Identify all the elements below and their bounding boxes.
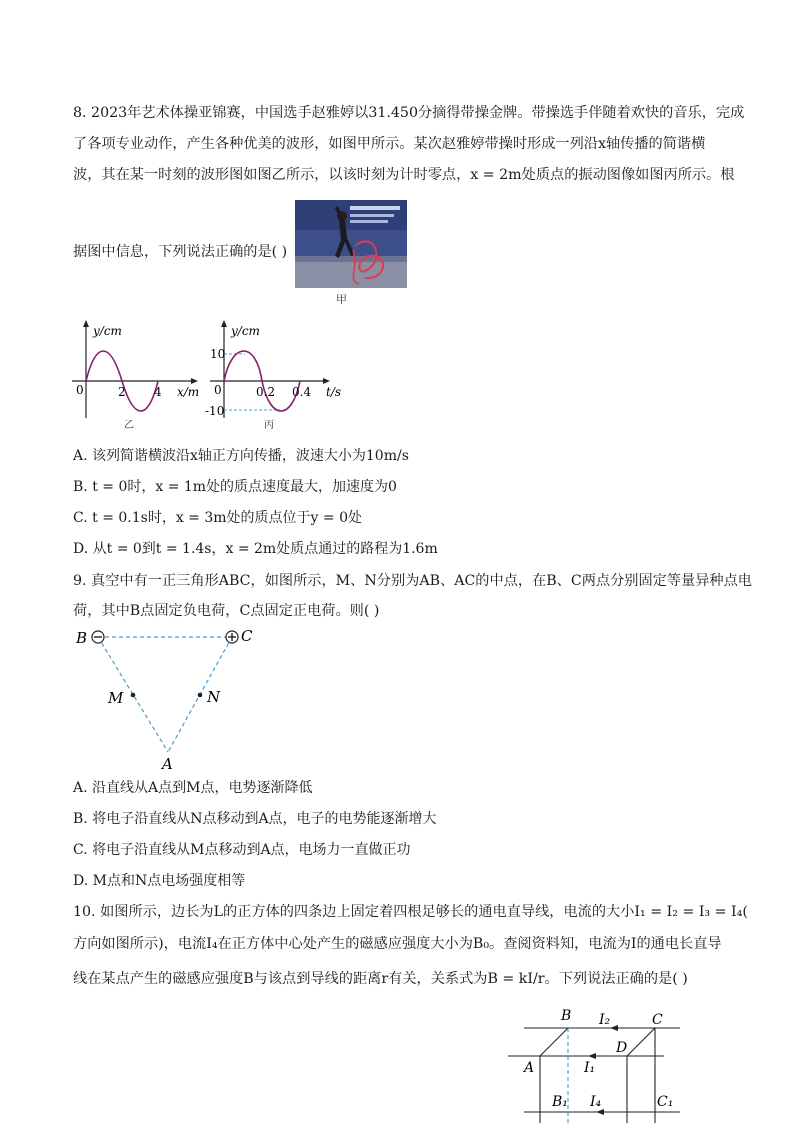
cube-label-b: B (561, 1008, 572, 1024)
graph-yi-ylabel: y/cm (93, 324, 122, 338)
q8-option-d: D. 从t = 0到t = 1.4s，x = 2m处质点通过的路程为1.6m (73, 541, 438, 557)
graph-bing-caption: 丙 (264, 420, 274, 430)
graph-bing-xlabel: t/s (326, 385, 342, 399)
arrow-i1-icon (588, 1053, 596, 1059)
q9-line-1: 9. 真空中有一正三角形ABC，如图所示，M、N分别为AB、AC的中点，在B、C两点分别固定等量异种点电 (73, 573, 752, 589)
graph-bing-xtick-02: 0.2 (256, 385, 276, 399)
cube-label-c1: C₁ (657, 1094, 674, 1110)
arrow-i2-icon (610, 1025, 618, 1031)
fig-jia-caption: 甲 (336, 293, 347, 306)
graph-bing-ylabel: y/cm (231, 324, 260, 338)
q9-line-2: 荷，其中B点固定负电荷，C点固定正电荷。则( ) (73, 603, 380, 619)
graph-yi-x-arrow (191, 378, 198, 384)
label-a: A (162, 755, 173, 773)
graph-bing-xtick-04: 0.4 (292, 385, 312, 399)
q8-option-a: A. 该列简谐横波沿x轴正方向传播，波速大小为10m/s (73, 448, 409, 464)
label-m: M (108, 689, 124, 707)
label-n: N (207, 688, 221, 706)
q8-line-1: 8. 2023年艺术体操亚锦赛，中国选手赵雅婷以31.450分摘得带操金牌。带操选手伴随着欢快的音乐，完成 (73, 105, 745, 121)
graph-yi-xtick-4: 4 (154, 385, 162, 399)
graph-yi-xtick-2: 2 (118, 385, 126, 399)
gymnast-photo-drawing (295, 200, 407, 288)
graph-yi-origin: 0 (76, 383, 84, 397)
q9-option-d: D. M点和N点电场强度相等 (73, 873, 246, 889)
graph-bing-x-arrow (323, 378, 330, 384)
q8-line-2: 了各项专业动作，产生各种优美的波形，如图甲所示。某次赵雅婷带操时形成一列沿x轴传播的简谐横 (73, 136, 706, 152)
q10-line-1: 10. 如图所示，边长为L的正方体的四条边上固定着四根足够长的通电直导线，电流的大小I₁ = I₂ = I₃ = I₄( (73, 904, 748, 920)
point-n (198, 693, 203, 698)
triangle-diagram (70, 624, 270, 774)
graph-yi-caption: 乙 (124, 420, 134, 430)
cube-label-c: C (652, 1012, 663, 1028)
gymnast-photo (295, 200, 407, 288)
graph-bing-ytick-10: 10 (210, 347, 226, 361)
label-b: B (76, 629, 88, 647)
cube-label-d: D (616, 1040, 628, 1056)
q8-line-4: 据图中信息，下列说法正确的是( ) (73, 244, 288, 260)
q8-option-c: C. t = 0.1s时，x = 3m处的质点位于y = 0处 (73, 510, 362, 526)
cube-label-a: A (524, 1060, 535, 1076)
q8-line-3: 波，其在某一时刻的波形图如图乙所示，以该时刻为计时零点，x = 2m处质点的振动图像如图丙所示。根 (73, 167, 735, 183)
q8-option-b: B. t = 0时，x = 1m处的质点速度最大，加速度为0 (73, 479, 397, 495)
q10-line-3: 线在某点产生的磁感应强度B与该点到导线的距离r有关，关系式为B = kI/r。下列说法正确的是( ) (73, 971, 688, 987)
label-c: C (241, 627, 253, 645)
q9-option-c: C. 将电子沿直线从M点移动到A点，电场力一直做正功 (73, 842, 411, 858)
q10-line-2: 方向如图所示)，电流I₄在正方体中心处产生的磁感应强度大小为B₀。查阅资料知，电流为I的通电长直导 (73, 936, 722, 952)
graph-bing-y-arrow (221, 320, 227, 327)
graph-bing-ytick-neg10: -10 (205, 404, 225, 418)
graph-yi (66, 318, 206, 430)
graph-yi-y-arrow (83, 320, 89, 327)
q9-option-b: B. 将电子沿直线从N点移动到A点，电子的电势能逐渐增大 (73, 811, 437, 827)
cube-label-i1: I₁ (584, 1060, 596, 1076)
cube-label-i2: I₂ (599, 1012, 611, 1028)
graph-yi-xlabel: x/m (177, 385, 200, 399)
cube-label-b1: B₁ (552, 1094, 568, 1110)
cube-wires-diagram (500, 1000, 700, 1123)
q9-option-a: A. 沿直线从A点到M点，电势逐渐降低 (73, 780, 313, 796)
point-m (131, 693, 136, 698)
cube-label-i4: I₄ (590, 1094, 602, 1110)
graph-bing-origin: 0 (214, 383, 222, 397)
graph-bing (200, 318, 350, 430)
